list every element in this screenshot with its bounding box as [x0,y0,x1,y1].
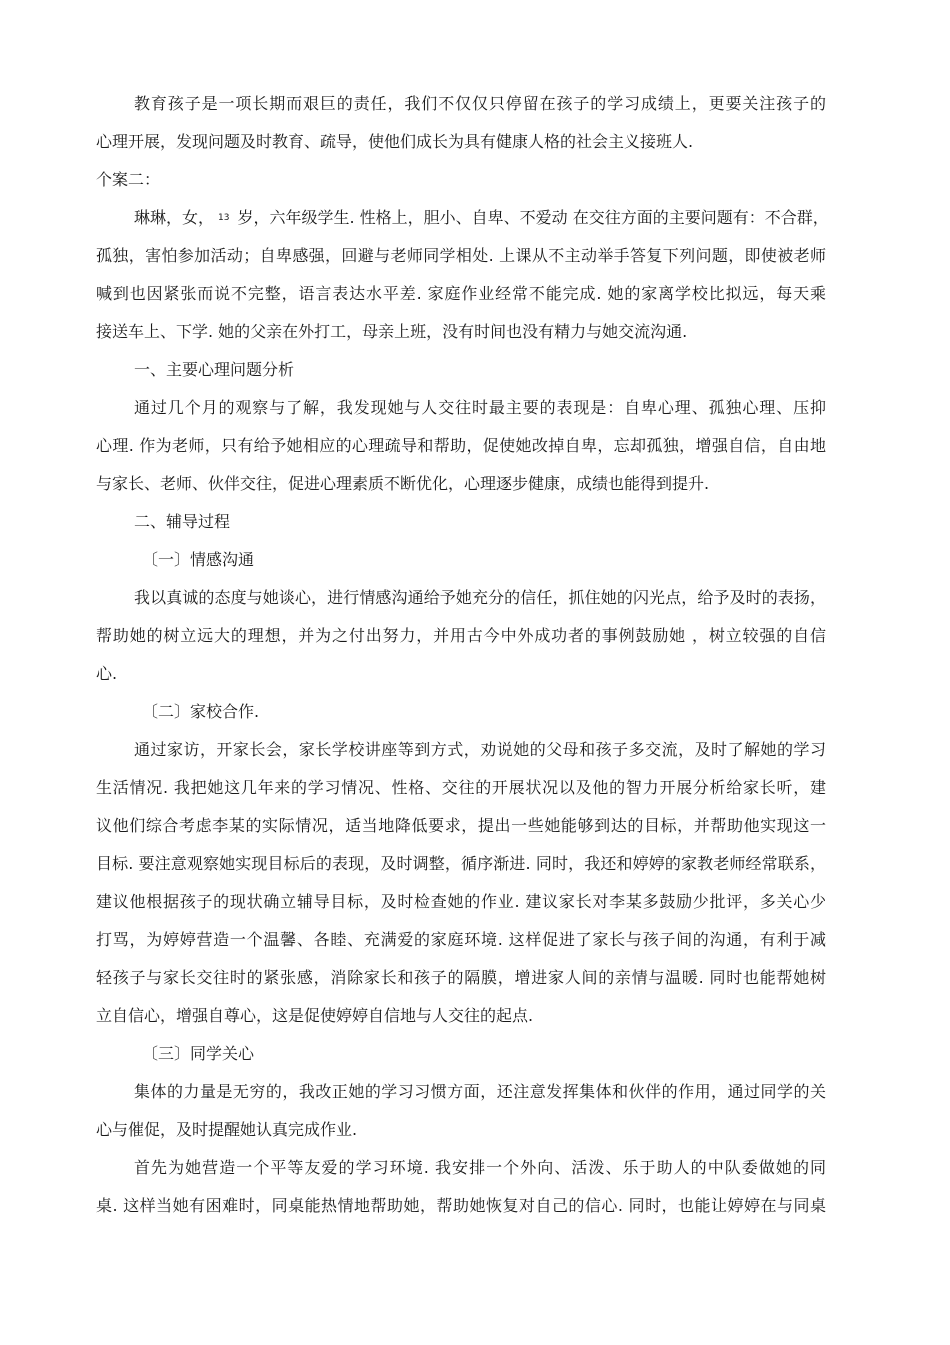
section-1-line-3: 与家长、老师、伙伴交往，促进心理素质不断优化，心理逐步健康，成绩也能得到提升. [96,474,710,493]
subsection-1-line-3: 心. [96,664,118,683]
subsection-2-line-5: 建议他根据孩子的现状确立辅导目标，及时检查她的作业. 建议家长对李某多鼓励少批评，多关心少 [96,892,826,911]
subsection-2-title: 〔二〕家校合作. [142,702,260,721]
subsection-3-title: 〔三〕同学关心 [142,1044,255,1063]
intro-line-2: 心理开展，发现问题及时教育、疏导，使他们成长为具有健康人格的社会主义接班人. [96,132,694,151]
subsection-1-line-1: 我以真诚的态度与她谈心，进行情感沟通给予她充分的信任，抓住她的闪光点，给予及时的表扬， [134,588,826,607]
subsection-2-line-2: 生活情况. 我把她这几年来的学习情况、性格、交往的开展状况以及他的智力开展分析给家长听，建 [96,778,826,797]
subsection-2-line-6: 打骂，为婷婷营造一个温馨、各睦、充满爱的家庭环境. 这样促进了家长与孩子间的沟通，有利于减 [96,930,826,949]
section-1-line-1: 通过几个月的观察与了解，我发现她与人交往时最主要的表现是：自卑心理、孤独心理、压抑 [134,398,826,417]
subsection-2-line-1: 通过家访，开家长会，家长学校讲座等到方式，劝说她的父母和孩子多交流，及时了解她的学习 [134,740,826,759]
section-1-title: 一、主要心理问题分析 [134,360,295,379]
case-title: 个案二： [96,170,161,189]
subsection-2-line-3: 议他们综合考虑李某的实际情况，适当地降低要求，提出一些她能够到达的目标，并帮助他实现这一 [96,816,826,835]
case-line-2: 孤独，害怕参加活动；自卑感强，回避与老师同学相处. 上课从不主动举手答复下列问题，即使被老师 [96,246,826,265]
intro-line-1: 教育孩子是一项长期而艰巨的责任，我们不仅仅只停留在孩子的学习成绩上，更要关注孩子的 [134,94,826,113]
section-1-line-2: 心理. 作为老师，只有给予她相应的心理疏导和帮助，促使她改掉自卑，忘却孤独，增强自信，自由地 [96,436,826,455]
subsection-1-line-2: 帮助她的树立远大的理想，并为之付出努力，并用古今中外成功者的事例鼓励她 ，树立较强的自信 [96,626,826,645]
subsection-3-line-3: 首先为她营造一个平等友爱的学习环境. 我安排一个外向、活泼、乐于助人的中队委做她的同 [134,1158,826,1177]
subsection-3-line-4: 桌. 这样当她有困难时，同桌能热情地帮助她，帮助她恢复对自己的信心. 同时，也能让婷婷在与同桌 [96,1196,826,1215]
subsection-3-line-1: 集体的力量是无穷的，我改正她的学习习惯方面，还注意发挥集体和伙伴的作用，通过同学的关 [134,1082,826,1101]
case-line-4: 接送车上、下学. 她的父亲在外打工，母亲上班，没有时间也没有精力与她交流沟通. [96,322,688,341]
case-line-1 [134,208,829,228]
subsection-2-line-4: 目标. 要注意观察她实现目标后的表现，及时调整，循序渐进. 同时，我还和婷婷的家教老师经常联系， [96,854,826,873]
subsection-1-title: 〔一〕情感沟通 [142,550,255,569]
subsection-2-line-8: 立自信心，增强自尊心，这是促使婷婷自信地与人交往的起点. [96,1006,534,1025]
case-line-1-start: 琳琳，女， [134,208,215,227]
case-age: 13 [218,213,230,223]
section-2-title: 二、辅导过程 [134,512,231,531]
subsection-2-line-7: 轻孩子与家长交往时的紧张感，消除家长和孩子的隔膜，增进家人间的亲情与温暖. 同时也能帮她树 [96,968,826,987]
case-line-1-rest: 岁，六年级学生. 性格上，胆小、自卑、不爱动 在交往方面的主要问题有：不合群， [237,208,829,227]
case-line-3: 喊到也因紧张而说不完整，语言表达水平差. 家庭作业经常不能完成. 她的家离学校比拟远，每天乘 [96,284,826,303]
subsection-3-line-2: 心与催促，及时提醒她认真完成作业. [96,1120,358,1139]
